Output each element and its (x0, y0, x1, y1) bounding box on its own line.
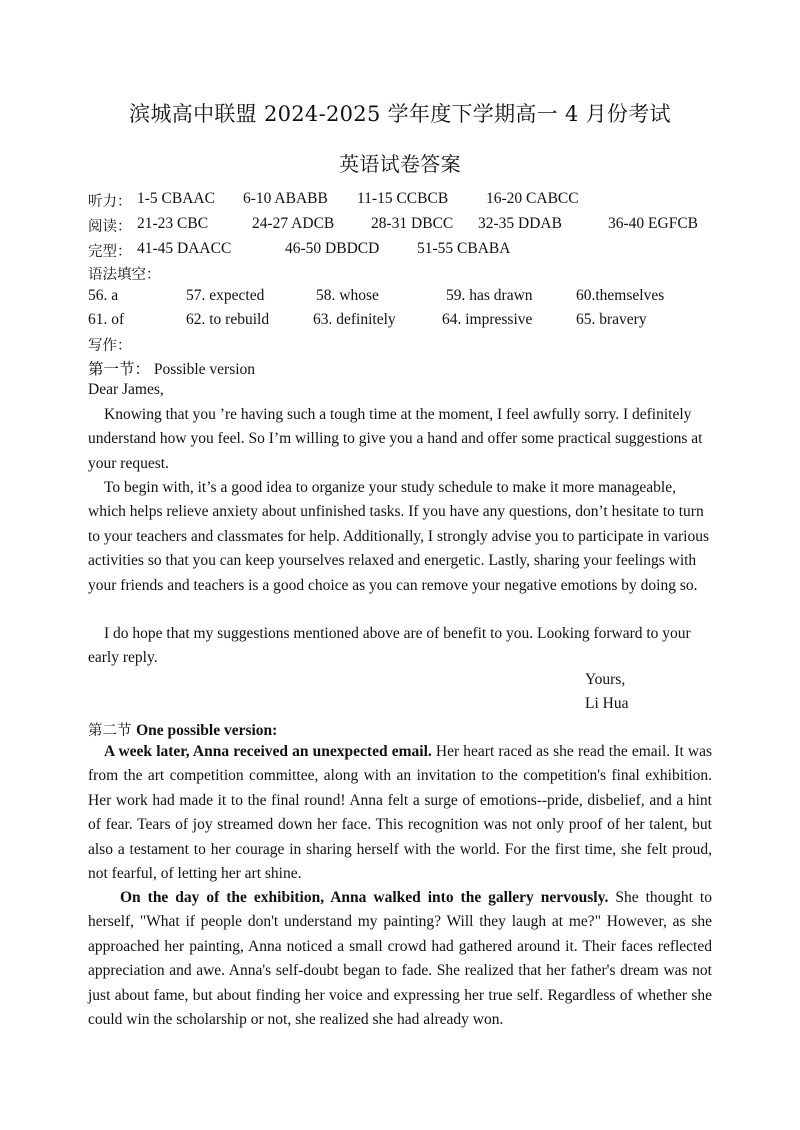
answer-group: 28-31 DBCC (371, 215, 454, 232)
letter-paragraph-1: Knowing that you ’re having such a tough time at the moment, I feel awfully sorry. I definitely understand how you feel. So I’m willing to give you a hand and offer some practical suggestions at your request. (88, 406, 703, 472)
story-paragraph-2-body: She thought to herself, "What if people don't understand my painting? Will they laugh at me?" However, as she approached her painting, Anna noticed a small crowd had gathered around it. Their faces reflected appreciation and awe. Anna's self-doubt began to fade. She realized that her father's dream was not just about fame, but about finding her voice and expressing her true self. Regardless of whether she could win the scholarship or not, she realized she had already won. (88, 889, 712, 1029)
answer-group: 16-20 CABCC (486, 190, 579, 207)
part2-heading-en: One possible version: (136, 722, 278, 739)
reading-label: 阅读： (88, 219, 132, 235)
story-paragraph-1-body: Her heart raced as she read the email. It was from the art competition committee, along with an invitation to the competition's final exhibition. Her work had made it to the final round! Anna felt a surge of emotions--pride, disbelief, and a hint of fear. Tears of joy streamed down her face. This recognition was not only proof of her talent, but also a testament to her courage in sharing herself with the world. For the first time, she felt proud, not fearful, of letting her art shine. (88, 743, 712, 883)
story-paragraph-1-lead: A week later, Anna received an unexpected email. (104, 743, 432, 760)
answer-group: 1-5 CBAAC (137, 190, 215, 207)
grammar-answer: 64. impressive (442, 311, 533, 328)
letter-signature: Li Hua (585, 695, 629, 712)
answer-group: 41-45 DAACC (137, 240, 232, 257)
letter-paragraph-2: To begin with, it’s a good idea to organize your study schedule to make it more manageable, which helps relieve anxiety about unfinished tasks. If you have any questions, don’t hesitate to turn to your teachers and classmates for help. Additionally, I strongly advise you to participate in various activities so that you can keep yourselves relaxed and energetic. Lastly, sharing your feelings with your friends and teachers is a good choice as you can remove your negative emotions by doing so. (88, 479, 709, 594)
letter-closing: Yours, (585, 671, 626, 688)
letter-greeting: Dear James, (88, 381, 164, 398)
page-subtitle: 英语试卷答案 (339, 152, 461, 176)
grammar-answer: 57. expected (186, 287, 265, 304)
grammar-answer: 60.themselves (576, 287, 665, 304)
part1-heading: 第一节： Possible version (88, 361, 256, 378)
page-title: 滨城高中联盟 2024-2025 学年度下学期高一 4 月份考试 (129, 102, 671, 126)
grammar-answer: 63. definitely (313, 311, 396, 328)
answer-group: 46-50 DBDCD (285, 240, 380, 257)
grammar-answer: 61. of (88, 311, 125, 328)
story-paragraph-2 (88, 886, 712, 1032)
answer-group: 11-15 CCBCB (357, 190, 449, 207)
answer-group: 36-40 EGFCB (608, 215, 698, 232)
story-paragraph-1 (88, 740, 712, 886)
grammar-answer: 62. to rebuild (186, 311, 270, 328)
answer-group: 51-55 CBABA (417, 240, 511, 257)
part2-heading (88, 719, 277, 740)
part2-heading-cn: 第二节 (88, 723, 137, 739)
grammar-answer: 58. whose (316, 287, 379, 304)
writing-label: 写作： (88, 338, 132, 354)
grammar-answer: 59. has drawn (446, 287, 533, 304)
answer-group: 6-10 ABABB (243, 190, 328, 207)
grammar-label: 语法填空： (88, 267, 161, 283)
answer-group: 21-23 CBC (137, 215, 209, 232)
cloze-label: 完型： (88, 244, 132, 260)
grammar-answer: 65. bravery (576, 311, 647, 328)
answer-group: 24-27 ADCB (252, 215, 335, 232)
letter-paragraph-3: I do hope that my suggestions mentioned above are of benefit to you. Looking forward to your early reply. (88, 625, 691, 667)
grammar-answer: 56. a (88, 287, 119, 304)
listening-label: 听力： (88, 194, 132, 210)
answer-group: 32-35 DDAB (478, 215, 562, 232)
story-paragraph-2-lead: On the day of the exhibition, Anna walked into the gallery nervously. (120, 889, 609, 906)
